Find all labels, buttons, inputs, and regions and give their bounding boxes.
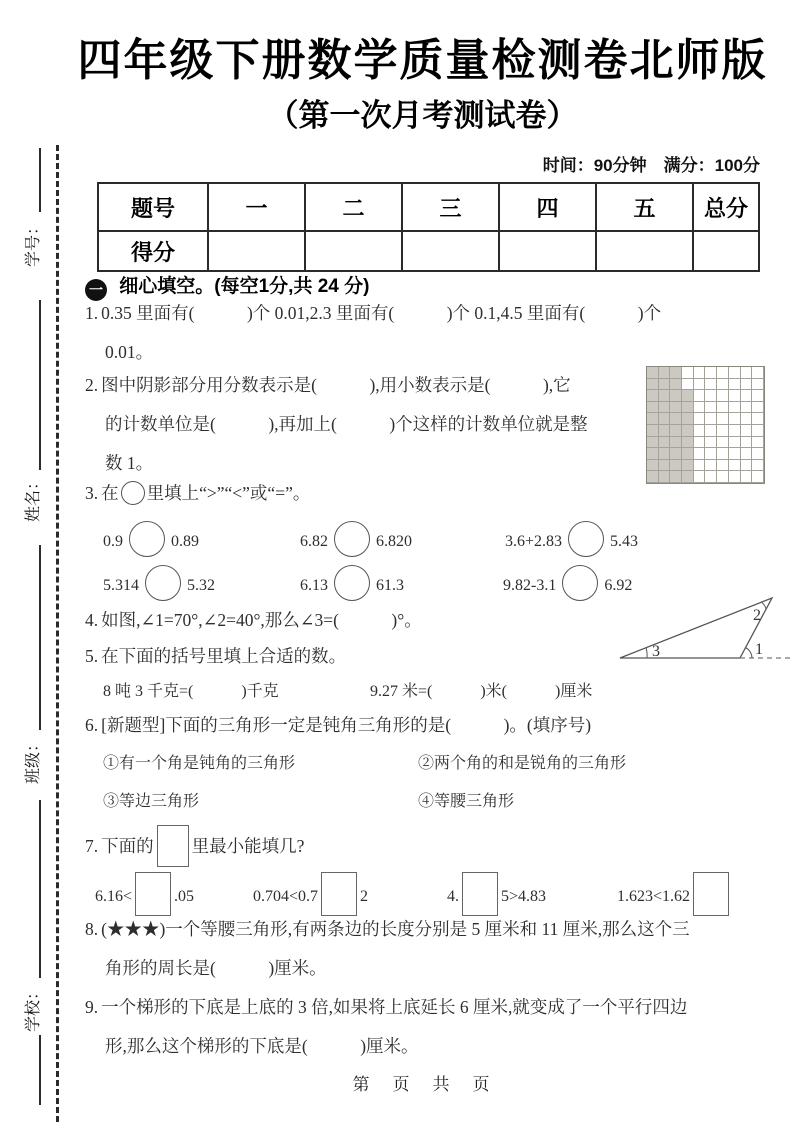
grid-cell-shaded: [659, 379, 671, 391]
grid-cell: [705, 367, 717, 379]
grid-cell: [752, 448, 764, 460]
grid-cell: [705, 379, 717, 391]
page-subtitle: （第一次月考测试卷）: [267, 98, 578, 133]
q7-item-post: .05: [174, 888, 195, 905]
question-number: 5.: [85, 646, 99, 666]
question-text: 0.35 里面有( )个 0.01,2.3 里面有( )个 0.1,4.5 里面有( )个: [101, 303, 662, 323]
grid-cell-shaded: [670, 437, 682, 449]
grid-cell-shaded: [682, 471, 694, 483]
q6-option: ②两个角的和是锐角的三角形: [418, 755, 627, 772]
grid-cell: [729, 390, 741, 402]
grid-cell: [729, 379, 741, 391]
fill-box-icon: [157, 825, 189, 867]
grid-cell: [694, 437, 706, 449]
question-number: 9.: [85, 997, 99, 1017]
question-text: 里最小能填几?: [191, 836, 305, 856]
grid-cell-shaded: [647, 413, 659, 425]
score-table: [97, 182, 760, 272]
grid-cell-shaded: [659, 390, 671, 402]
compare-circle-icon: [334, 521, 370, 557]
grid-cell-shaded: [670, 402, 682, 414]
grid-cell-shaded: [670, 379, 682, 391]
compare-item: [300, 565, 404, 601]
grid-cell: [752, 402, 764, 414]
grid-cell: [717, 437, 729, 449]
score-table-header-row: [98, 183, 759, 231]
grid-cell: [741, 448, 753, 460]
score-cell-empty: [305, 231, 402, 271]
score-table-score-row: [98, 231, 759, 271]
grid-cell: [694, 402, 706, 414]
grid-cell-shaded: [670, 448, 682, 460]
grid-cell-shaded: [670, 390, 682, 402]
grid-cell-shaded: [670, 425, 682, 437]
grid-cell: [729, 402, 741, 414]
grid-cell: [717, 402, 729, 414]
grid-cell-shaded: [647, 448, 659, 460]
grid-cell: [752, 460, 764, 472]
question-text: 0.01。: [105, 342, 154, 362]
score-table-header-cell: 四: [499, 183, 596, 231]
q7-item-pre: 6.16<: [95, 888, 133, 905]
grid-cell: [752, 367, 764, 379]
score-table-header-cell: 三: [402, 183, 499, 231]
grid-cell-shaded: [647, 367, 659, 379]
grid-cell-shaded: [659, 460, 671, 472]
grid-cell: [741, 437, 753, 449]
grid-cell: [717, 448, 729, 460]
grid-cell: [729, 413, 741, 425]
score-cell-empty: [402, 231, 499, 271]
compare-left: 0.9: [103, 533, 123, 550]
grid-cell-shaded: [659, 402, 671, 414]
question-3: [85, 480, 310, 519]
compare-circle-icon: [145, 565, 181, 601]
grid-cell: [752, 425, 764, 437]
grid-cell-shaded: [659, 437, 671, 449]
angle-3-label: 3: [652, 643, 660, 660]
q4-triangle-figure: [612, 590, 792, 670]
grid-cell-shaded: [682, 402, 694, 414]
grid-cell-shaded: [647, 460, 659, 472]
q2-grid: [646, 366, 765, 484]
grid-cell: [694, 413, 706, 425]
section-1-header: [85, 271, 369, 301]
angle-1-arc: [746, 648, 753, 659]
compare-item: [103, 565, 215, 601]
question-9: [85, 994, 687, 1072]
question-text: 一个梯形的下底是上底的 3 倍,如果将上底延长 6 厘米,就变成了一个平行四边: [101, 997, 688, 1017]
grid-cell: [694, 448, 706, 460]
question-text: 在下面的括号里填上合适的数。: [101, 646, 347, 666]
question-text: (★★★)一个等腰三角形,有两条边的长度分别是 5 厘米和 11 厘米,那么这个三: [101, 919, 690, 939]
grid-cell-shaded: [682, 390, 694, 402]
grid-cell-shaded: [670, 471, 682, 483]
grid-cell: [729, 367, 741, 379]
compare-item: [103, 521, 199, 557]
grid-cell-shaded: [659, 367, 671, 379]
q6-option: ①有一个角是钝角的三角形: [103, 755, 296, 772]
grid-cell-shaded: [647, 425, 659, 437]
grid-cell: [694, 390, 706, 402]
grid-cell: [705, 448, 717, 460]
grid-cell: [752, 390, 764, 402]
question-6: [85, 712, 591, 751]
question-number: 4.: [85, 610, 99, 630]
question-number: 8.: [85, 919, 99, 939]
sidebar-write-line: [39, 545, 41, 730]
score-table-header-cell: 二: [305, 183, 402, 231]
compare-left: 3.6+2.83: [505, 533, 563, 550]
q7-item-pre: 4.: [447, 888, 459, 905]
grid-cell: [752, 379, 764, 391]
grid-cell: [741, 413, 753, 425]
question-2: [85, 372, 588, 489]
grid-cell-shaded: [659, 471, 671, 483]
compare-circle-icon: [121, 481, 145, 505]
grid-cell: [729, 425, 741, 437]
compare-right: 61.3: [376, 577, 404, 594]
question-number: 3.: [85, 483, 99, 503]
angle-3-arc: [646, 648, 647, 658]
q7-item-pre: 1.623<1.62: [617, 888, 691, 905]
grid-cell: [752, 471, 764, 483]
sidebar-write-line: [39, 800, 41, 978]
grid-cell: [741, 460, 753, 472]
grid-cell-shaded: [659, 425, 671, 437]
grid-cell: [741, 379, 753, 391]
compare-right: 0.89: [171, 533, 199, 550]
question-text: 形,那么这个梯形的下底是( )厘米。: [105, 1036, 419, 1056]
compare-left: 9.82-3.1: [503, 577, 557, 594]
compare-circle-icon: [129, 521, 165, 557]
grid-cell: [729, 448, 741, 460]
q6-options-row-2: [103, 788, 763, 818]
binding-dashed-line: [56, 145, 59, 1122]
grid-cell: [729, 471, 741, 483]
grid-cell: [741, 402, 753, 414]
grid-cell: [717, 425, 729, 437]
question-1: [85, 300, 661, 378]
question-number: 7.: [85, 836, 99, 856]
class-label: 班级：: [25, 736, 42, 785]
score-cell-empty: [499, 231, 596, 271]
question-text: 如图,∠1=70°,∠2=40°,那么∠3=( )°。: [101, 610, 422, 630]
grid-cell: [705, 471, 717, 483]
grid-cell: [741, 390, 753, 402]
time-fullscore-info: 时间：90分钟 满分：100分: [542, 156, 760, 175]
question-4: [85, 607, 422, 646]
q5-item: 8 吨 3 千克=( )千克: [103, 683, 279, 700]
question-number: 6.: [85, 715, 99, 735]
grid-cell: [705, 425, 717, 437]
grid-cell: [705, 437, 717, 449]
grid-cell: [694, 471, 706, 483]
question-5: [85, 643, 346, 682]
score-cell-empty: [208, 231, 305, 271]
grid-cell-shaded: [647, 379, 659, 391]
q7-item: [447, 872, 546, 916]
fill-box-icon: [462, 872, 498, 916]
score-row-label: 得分: [98, 231, 208, 271]
grid-cell: [729, 437, 741, 449]
q7-item-pre: 0.704<0.7: [253, 888, 319, 905]
grid-cell: [694, 425, 706, 437]
student-name-label: 姓名：: [25, 474, 42, 523]
grid-cell: [729, 460, 741, 472]
q7-items-row: [95, 872, 785, 920]
fill-box-icon: [693, 872, 729, 916]
grid-cell-shaded: [670, 367, 682, 379]
question-text: 里填上“>”“<”或“=”。: [146, 483, 311, 503]
q6-options-row-1: [103, 750, 763, 780]
grid-cell: [717, 460, 729, 472]
page-title: 四年级下册数学质量检测卷北师版: [77, 36, 768, 85]
compare-item: [300, 521, 412, 557]
score-table-header-cell: 一: [208, 183, 305, 231]
q6-option: ④等腰三角形: [418, 793, 515, 810]
grid-cell-shaded: [682, 413, 694, 425]
angle-1-label: 1: [755, 641, 763, 658]
grid-cell: [717, 390, 729, 402]
angle-2-label: 2: [753, 607, 761, 624]
grid-cell: [694, 367, 706, 379]
question-text: 角形的周长是( )厘米。: [105, 958, 327, 978]
grid-cell: [752, 413, 764, 425]
grid-cell-shaded: [647, 402, 659, 414]
score-table-header-cell: 题号: [98, 183, 208, 231]
question-8: [85, 916, 690, 994]
grid-cell-shaded: [670, 460, 682, 472]
grid-cell-shaded: [659, 448, 671, 460]
question-text: 图中阴影部分用分数表示是( ),用小数表示是( ),它: [101, 375, 571, 395]
compare-right: 5.43: [610, 533, 639, 550]
grid-cell: [694, 379, 706, 391]
compare-left: 5.314: [103, 577, 139, 594]
grid-cell: [705, 413, 717, 425]
question-number: 2.: [85, 375, 99, 395]
compare-right: 6.820: [376, 533, 412, 550]
grid-cell: [741, 425, 753, 437]
grid-cell-shaded: [659, 413, 671, 425]
q5-items-row: [103, 678, 763, 708]
grid-cell: [752, 437, 764, 449]
q7-item: [95, 872, 194, 916]
grid-cell-shaded: [647, 437, 659, 449]
q7-item-post: 5>4.83: [501, 888, 547, 905]
sidebar-write-line: [39, 1035, 41, 1105]
grid-cell: [705, 460, 717, 472]
section-1-title: 细心填空。(每空1分,共 24 分): [119, 276, 370, 297]
grid-cell-shaded: [682, 437, 694, 449]
compare-right: 6.92: [604, 577, 633, 594]
grid-cell-shaded: [682, 448, 694, 460]
score-cell-empty: [693, 231, 759, 271]
score-table-header-cell: 五: [596, 183, 693, 231]
sidebar-write-line: [39, 300, 41, 470]
grid-cell-shaded: [682, 425, 694, 437]
compare-left: 6.13: [300, 577, 328, 594]
school-label: 学校：: [25, 984, 42, 1033]
score-cell-empty: [596, 231, 693, 271]
compare-circle-icon: [562, 565, 598, 601]
grid-cell: [717, 471, 729, 483]
compare-circle-icon: [568, 521, 604, 557]
score-table-header-cell: 总分: [693, 183, 759, 231]
triangle-shape: [620, 598, 772, 658]
grid-cell: [741, 367, 753, 379]
compare-circle-icon: [334, 565, 370, 601]
grid-cell: [717, 379, 729, 391]
q7-item-post: 2: [360, 888, 369, 905]
grid-cell: [741, 471, 753, 483]
grid-cell: [717, 367, 729, 379]
fill-box-icon: [321, 872, 357, 916]
question-text: 在: [101, 483, 119, 503]
grid-cell: [705, 402, 717, 414]
question-text: 下面的: [101, 836, 154, 856]
compare-left: 6.82: [300, 533, 328, 550]
fill-box-icon: [135, 872, 171, 916]
question-number: 1.: [85, 303, 99, 323]
question-text: 的计数单位是( ),再加上( )个这样的计数单位就是整: [105, 414, 588, 434]
question-text: [新题型]下面的三角形一定是钝角三角形的是( )。(填序号): [101, 715, 592, 735]
compare-item: [505, 521, 638, 557]
question-text: 数 1。: [105, 453, 154, 473]
grid-cell-shaded: [647, 390, 659, 402]
angle-2-arc: [762, 602, 767, 609]
grid-cell: [682, 379, 694, 391]
grid-cell-shaded: [647, 471, 659, 483]
student-id-label: 学号：: [25, 219, 42, 268]
compare-right: 5.32: [187, 577, 215, 594]
q6-option: ③等边三角形: [103, 793, 200, 810]
grid-cell-shaded: [682, 460, 694, 472]
grid-cell-shaded: [670, 413, 682, 425]
section-number-badge: 一: [85, 279, 107, 301]
grid-cell: [694, 460, 706, 472]
q5-item: 9.27 米=( )米( )厘米: [370, 683, 593, 700]
q7-item: [617, 872, 732, 916]
q7-item: [253, 872, 368, 916]
grid-cell: [717, 413, 729, 425]
page-footer: 第 页 共 页: [352, 1075, 493, 1094]
q3-compare-row-1: [103, 521, 770, 561]
grid-cell: [682, 367, 694, 379]
grid-cell: [705, 390, 717, 402]
